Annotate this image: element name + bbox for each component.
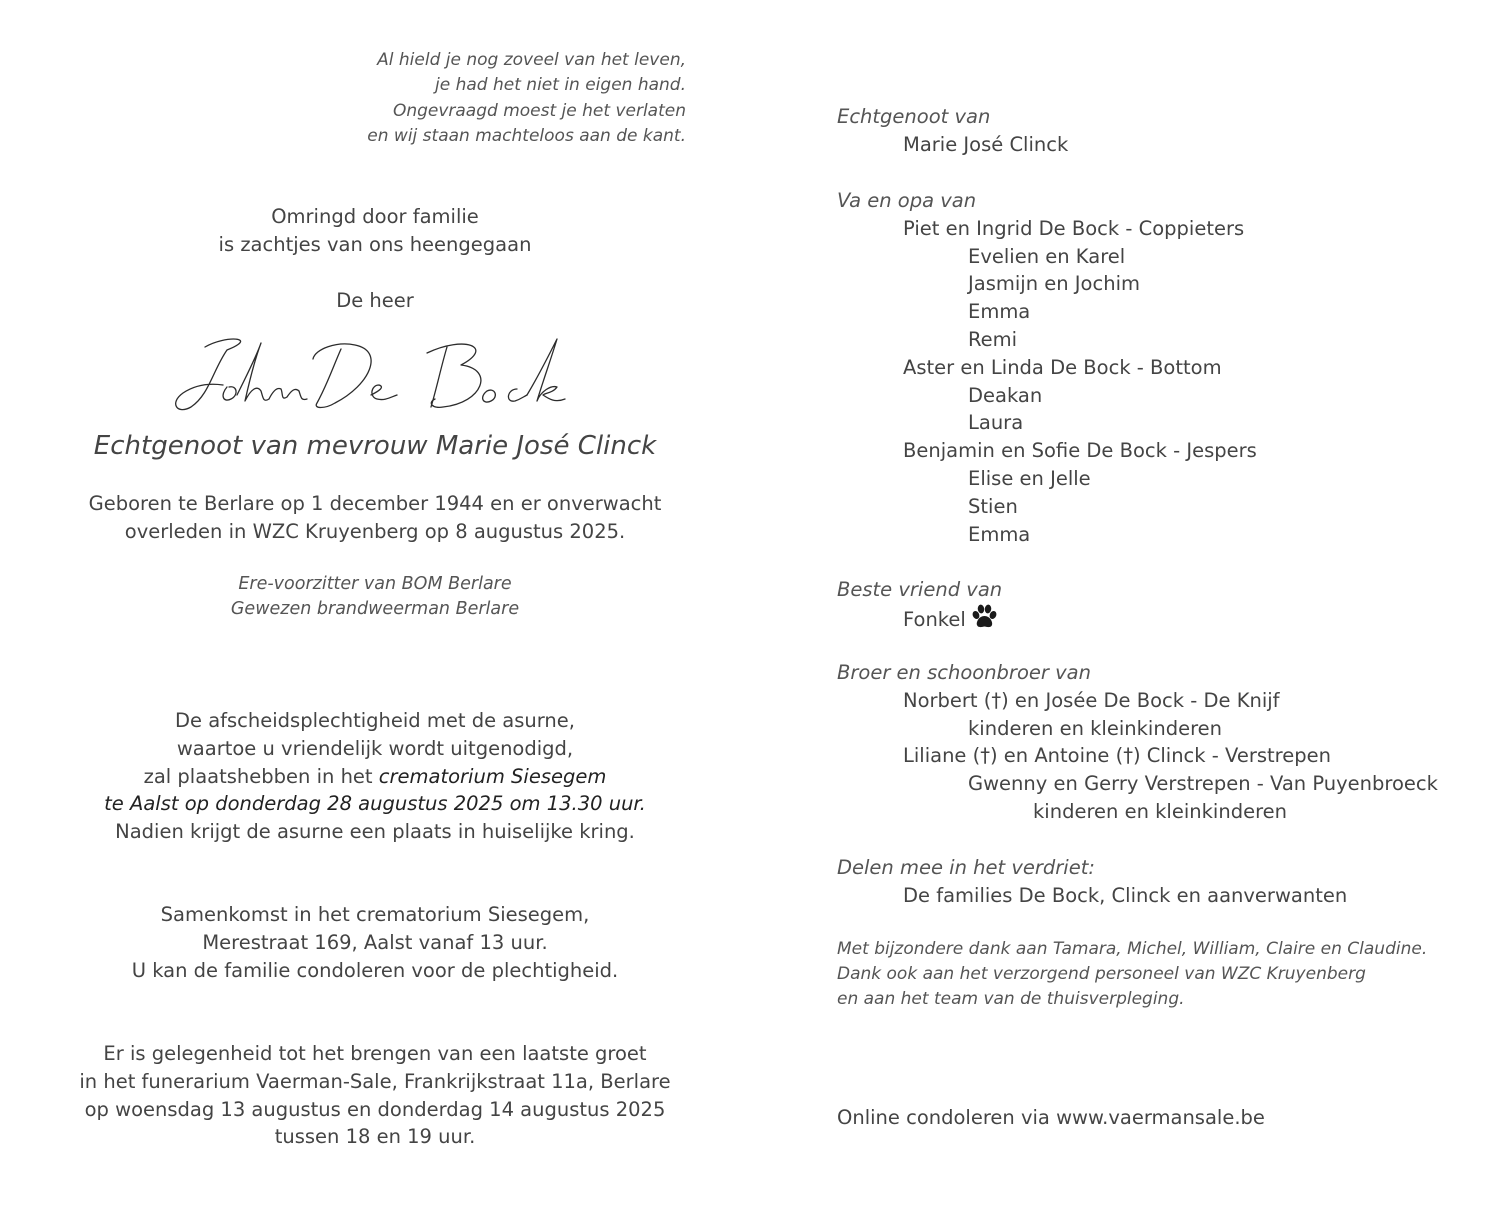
family-line: Aster en Linda De Bock - Bottom (903, 355, 1222, 379)
ceremony-line (60, 763, 690, 791)
poem-line: Al hield je nog zoveel van het leven, (377, 50, 686, 70)
gathering-line: Samenkomst in het crematorium Siesegem, (160, 903, 590, 926)
sibling-descendants: kinderen en kleinkinderen (968, 716, 1223, 740)
grandchild-line: Evelien en Karel (968, 244, 1126, 268)
paw-icon (970, 604, 998, 630)
relation-spouse (837, 103, 1068, 159)
left-page (60, 0, 690, 1214)
thanks-line: Met bijzondere dank aan Tamara, Michel, William, Claire en Claudine. (837, 939, 1428, 959)
niece-line: Gwenny en Gerry Verstrepen - Van Puyenbroeck (968, 772, 1438, 796)
spouse-line: Echtgenoot van mevrouw Marie José Clinck (93, 431, 657, 461)
relation-friend (837, 576, 1002, 634)
family-line: Benjamin en Sofie De Bock - Jespers (903, 439, 1257, 463)
ceremony-text (60, 707, 690, 846)
ceremony-line: Nadien krijgt de asurne een plaats in huiselijke kring. (115, 820, 635, 844)
relation-grandchildren (837, 187, 1257, 548)
gathering-line: Merestraat 169, Aalst vanaf 13 uur. (202, 930, 548, 954)
poem-line: en wij staan machteloos aan de kant. (367, 125, 686, 146)
grandchild-line: Emma (968, 300, 1031, 324)
honorary-titles (60, 572, 690, 623)
born-line: overleden in WZC Kruyenberg op 8 augustus 2025. (124, 519, 626, 543)
poem-line: je had het niet in eigen hand. (435, 75, 686, 96)
grandchild-line: Remi (968, 327, 1018, 351)
ceremony-line-prefix: zal plaatshebben in het (143, 764, 379, 788)
visit-line: op woensdag 13 augustus en donderdag 14 augustus 2025 (84, 1097, 666, 1121)
name-signature (165, 325, 595, 420)
relation-heading: Beste vriend van (837, 578, 1003, 601)
signature-drawing (165, 325, 595, 420)
intro-line: is zachtjes van ons heengegaan (218, 232, 532, 256)
crematorium-name: crematorium Siesegem (378, 764, 607, 788)
title-line: Ere-voorzitter van BOM Berlare (238, 574, 512, 594)
intro-line: Omringd door familie (271, 205, 479, 228)
visit-line: tussen 18 en 19 uur. (274, 1125, 476, 1149)
grandchild-line: Laura (968, 411, 1024, 435)
grandchild-line: Jasmijn en Jochim (968, 272, 1140, 296)
intro-text (60, 203, 690, 259)
relation-share (837, 854, 1347, 910)
ceremony-line: waartoe u vriendelijk wordt uitgenodigd, (176, 736, 574, 760)
birth-death-text (60, 490, 690, 546)
grandchild-line: Emma (968, 522, 1031, 546)
gathering-line: U kan de familie condoleren voor de plechtigheid. (131, 958, 619, 982)
sibling-line: Liliane (†) en Antoine (†) Clinck - Verstrepen (903, 744, 1331, 768)
gathering-text (60, 901, 690, 984)
grandchild-line: Elise en Jelle (968, 466, 1091, 490)
born-line: Geboren te Berlare op 1 december 1944 en er onverwacht (88, 492, 662, 515)
sibling-line: Norbert (†) en Josée De Bock - De Knijf (903, 688, 1280, 712)
friend-name: Fonkel (903, 607, 966, 631)
visit-line: Er is gelegenheid tot het brengen van een laatste groet (103, 1042, 647, 1065)
niece-descendants: kinderen en kleinkinderen (1033, 799, 1288, 823)
relation-siblings (837, 659, 1438, 826)
families-line: De families De Bock, Clinck en aanverwanten (903, 883, 1348, 907)
visitation-text (60, 1040, 690, 1151)
salutation: De heer (336, 289, 414, 312)
relation-heading: Va en opa van (837, 189, 977, 212)
thanks-line: Dank ook aan het verzorgend personeel van WZC Kruyenberg (837, 964, 1366, 984)
relation-heading: Echtgenoot van (837, 105, 991, 128)
relation-heading: Broer en schoonbroer van (837, 661, 1091, 684)
ceremony-line: De afscheidsplechtigheid met de asurne, (175, 709, 575, 732)
relation-heading: Delen mee in het verdriet: (837, 856, 1095, 879)
family-line: Piet en Ingrid De Bock - Coppieters (903, 216, 1245, 240)
grandchild-line: Stien (968, 494, 1018, 518)
poem-line: Ongevraagd moest je het verlaten (392, 100, 686, 121)
visit-line: in het funerarium Vaerman-Sale, Frankrijkstraat 11a, Berlare (79, 1069, 671, 1093)
poem (367, 48, 686, 149)
title-line: Gewezen brandweerman Berlare (230, 599, 520, 620)
thanks-line: en aan het team van de thuisverpleging. (837, 989, 1185, 1009)
online-condolence-link: Online condoleren via www.vaermansale.be (837, 1106, 1265, 1129)
right-page (837, 0, 1497, 1214)
ceremony-date: te Aalst op donderdag 28 augustus 2025 om 13.30 uur. (104, 792, 646, 816)
thanks-text (837, 937, 1427, 1012)
friend-line (837, 604, 1002, 634)
relation-name: Marie José Clinck (903, 132, 1069, 156)
grandchild-line: Deakan (968, 383, 1043, 407)
